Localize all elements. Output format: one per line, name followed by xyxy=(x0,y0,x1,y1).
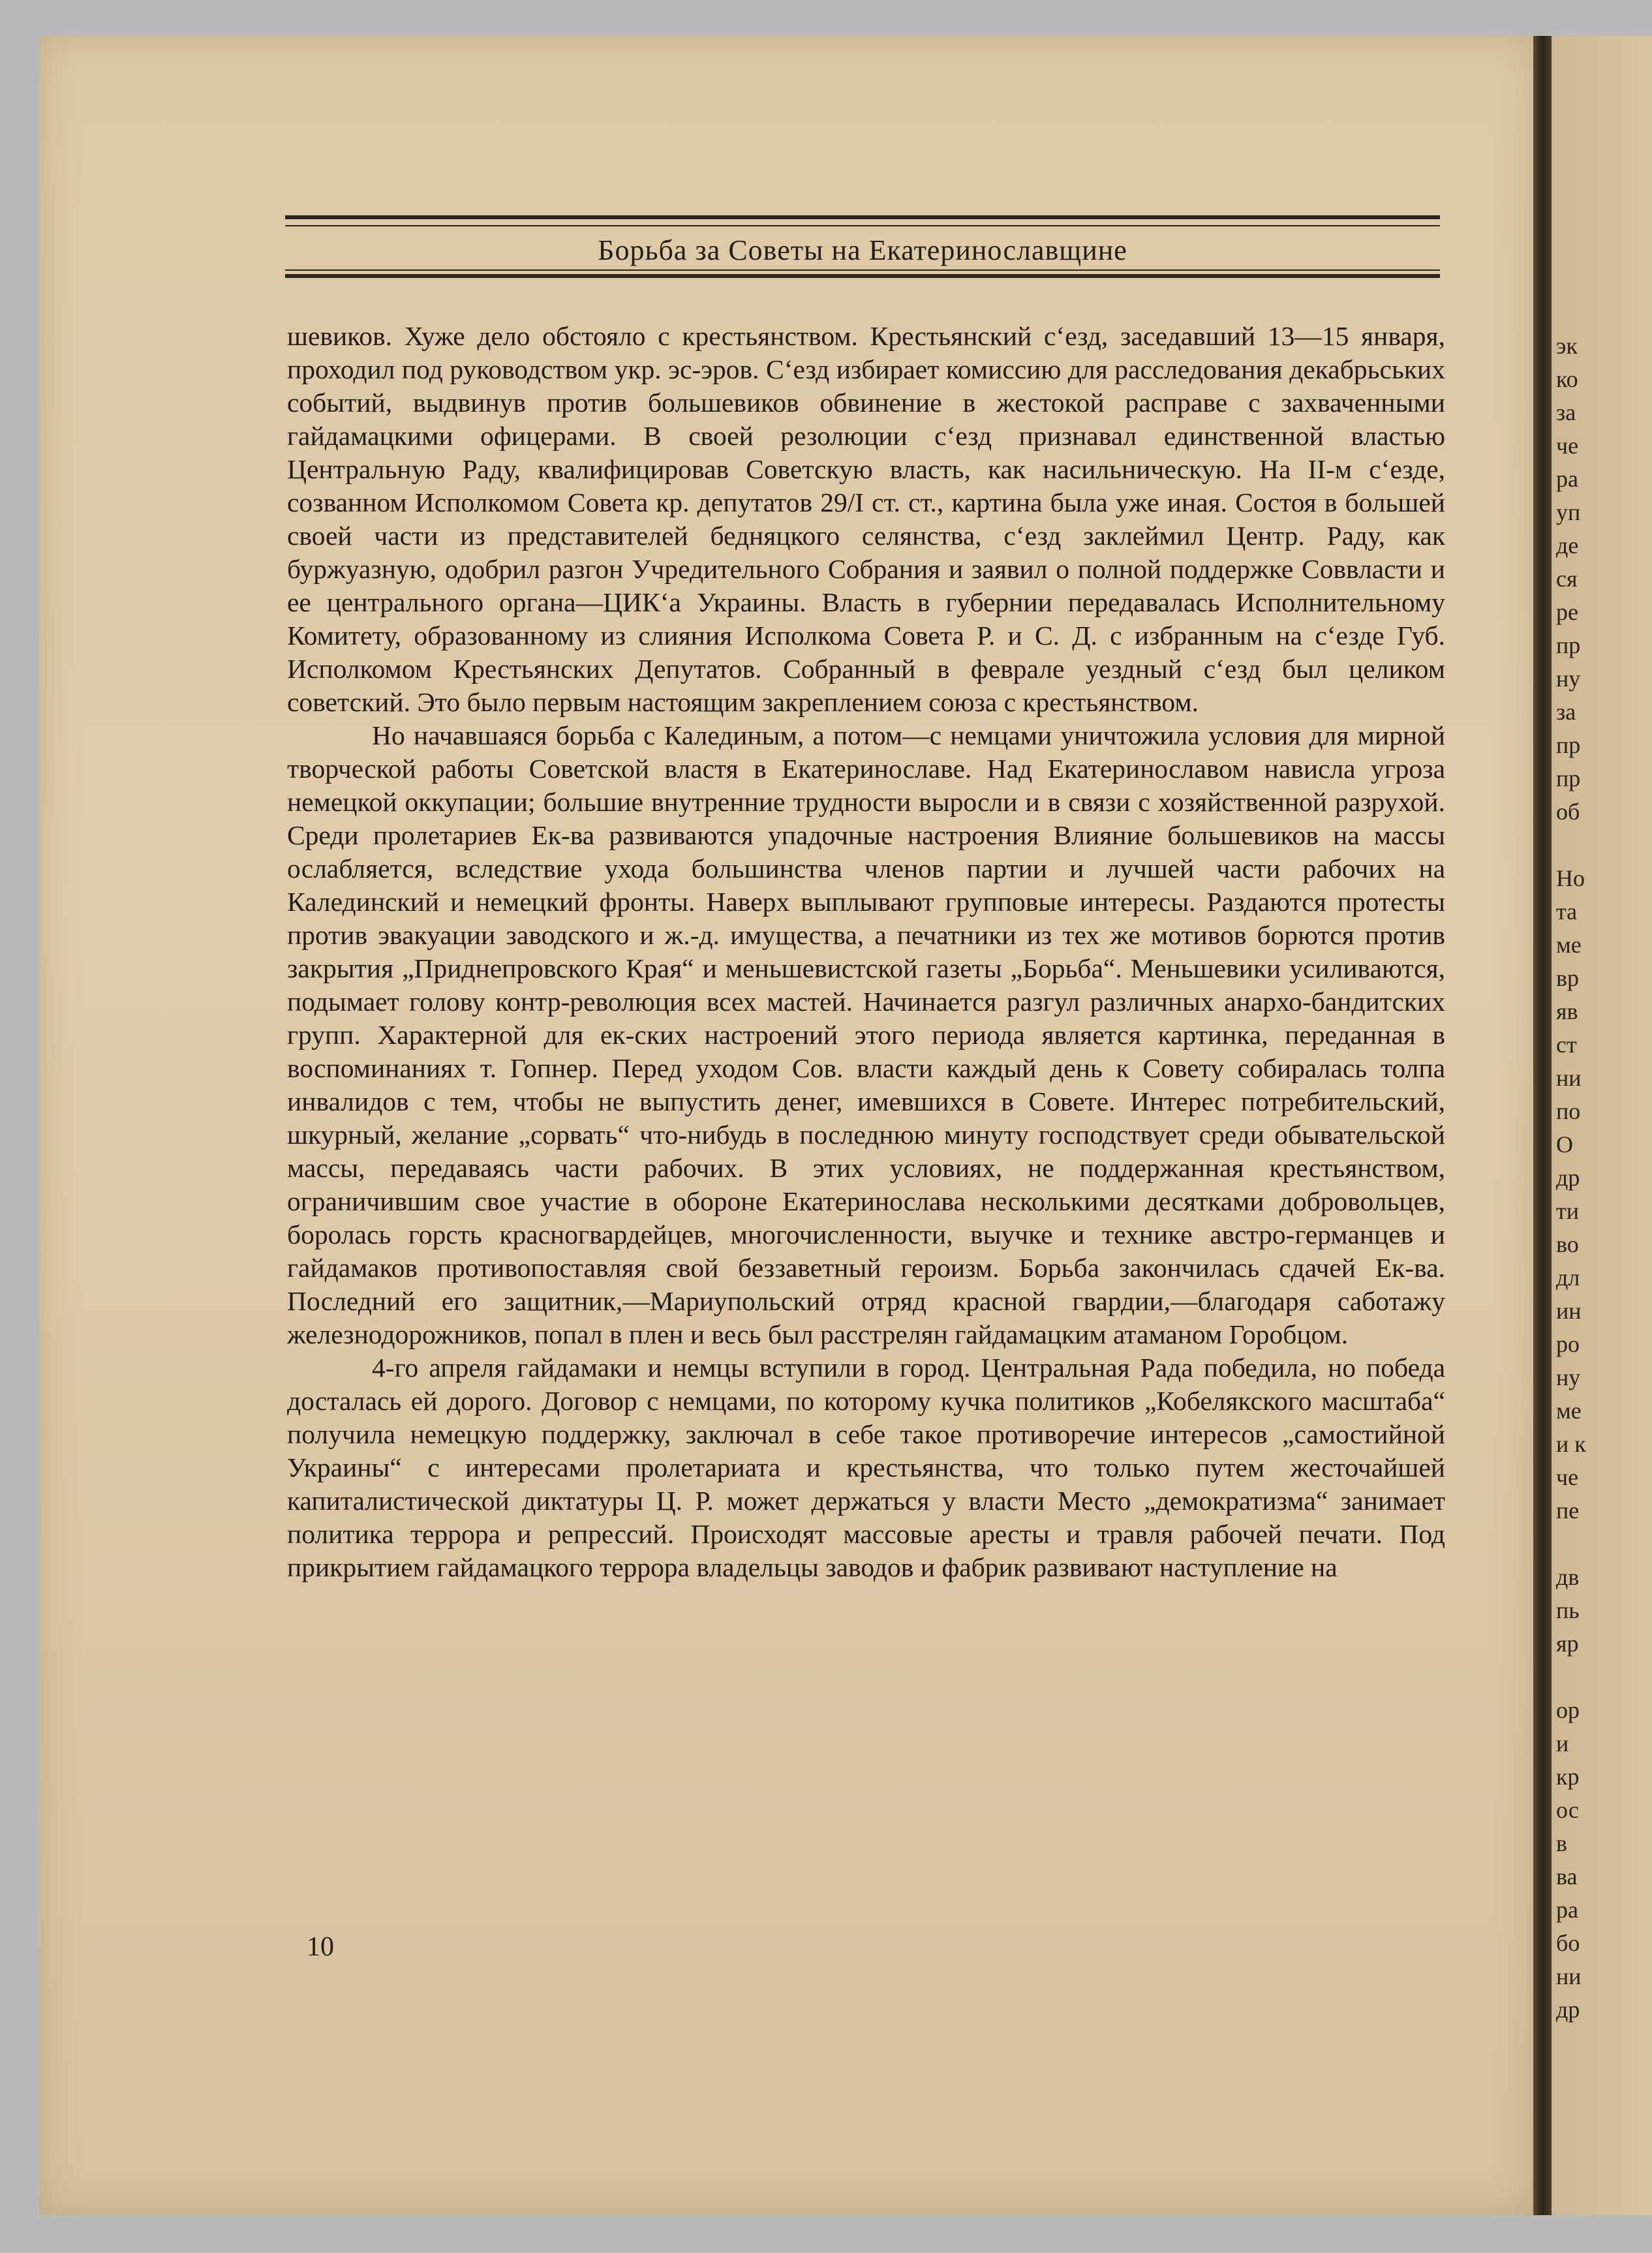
paragraph-3: 4-го апреля гайдамаки и немцы вступили в город. Центральная Рада победила, но победа досталась ей дорого. Договор с немцами, по которому кучка политиков „Кобелякского масштаба“ получила немецкую поддержку, заключал в себе такое противоречие интересов „самостийной Украины“ с интересами пролетариата и крестьянства, что только путем жесточайшей капиталистической диктатуры Ц. Р. может держаться у власти Место „демократизма“ занимает политика террора и репрессий. Происходят массовые аресты и травля рабочей печати. Под прикрытием гайдамацкого террора владельцы заводов и фабрик развивают наступление на xyxy=(287,1353,1445,1582)
facing-page-fragment: пь xyxy=(1556,1597,1580,1623)
page-number: 10 xyxy=(307,1932,334,1962)
facing-page-fragment xyxy=(1556,829,1647,862)
facing-page-fragment: и к xyxy=(1556,1431,1586,1457)
facing-page-fragment: об xyxy=(1556,799,1580,825)
facing-page-fragment: Но xyxy=(1556,865,1585,891)
facing-page-text-fragments xyxy=(1556,330,1647,2027)
facing-page-fragment: ни xyxy=(1556,1963,1582,1989)
facing-page-fragment: ра xyxy=(1556,466,1578,492)
facing-page-fragment: ме xyxy=(1556,932,1582,958)
facing-page-fragment: яв xyxy=(1556,998,1578,1024)
header-rule-bottom-thick xyxy=(285,274,1440,278)
facing-page-fragment: ва xyxy=(1556,1863,1578,1890)
facing-page-fragment: пе xyxy=(1556,1497,1580,1524)
facing-page-fragment: вр xyxy=(1556,965,1579,991)
facing-page-fragment: пр xyxy=(1556,765,1581,791)
facing-page-fragment: ти xyxy=(1556,1198,1579,1224)
facing-page-fragment: ни xyxy=(1556,1065,1582,1091)
facing-page-fragment: эк xyxy=(1556,333,1578,359)
header-rule-bottom-thin xyxy=(285,269,1440,271)
facing-page-fragment: дв xyxy=(1556,1564,1580,1590)
facing-page-fragment: во xyxy=(1556,1231,1579,1257)
facing-page-fragment: ин xyxy=(1556,1298,1582,1324)
facing-page-fragment: по xyxy=(1556,1098,1581,1124)
facing-page-fragment: в xyxy=(1556,1830,1567,1856)
facing-page-fragment: че xyxy=(1556,1464,1579,1490)
facing-page-fragment: ну xyxy=(1556,1364,1581,1390)
facing-page-fragment: бо xyxy=(1556,1930,1580,1956)
facing-page-fragment: ра xyxy=(1556,1897,1578,1923)
facing-page-fragment: ко xyxy=(1556,366,1578,392)
header-rule-top-thin xyxy=(285,225,1440,226)
facing-page-fragment: ор xyxy=(1556,1697,1580,1723)
facing-page-fragment xyxy=(1556,1527,1647,1561)
facing-page-fragment: ст xyxy=(1556,1032,1577,1058)
header-rule-top-thick xyxy=(285,215,1440,219)
facing-page-fragment: ро xyxy=(1556,1331,1580,1357)
facing-page-fragment: дл xyxy=(1556,1264,1580,1291)
running-head: Борьба за Советы на Екатеринославщине xyxy=(598,234,1127,266)
facing-page-fragment: ся xyxy=(1556,566,1578,592)
facing-page-fragment: уп xyxy=(1556,499,1581,525)
facing-page-fragment: и xyxy=(1556,1730,1569,1756)
facing-page-fragment: пр xyxy=(1556,732,1581,758)
facing-page-fragment: О xyxy=(1556,1131,1573,1157)
facing-page-fragment: яр xyxy=(1556,1631,1579,1657)
facing-page-fragment: за xyxy=(1556,699,1576,725)
facing-page-fragment: ос xyxy=(1556,1797,1579,1823)
facing-page-fragment: кр xyxy=(1556,1764,1580,1790)
facing-page-fragment: та xyxy=(1556,898,1578,925)
body-text xyxy=(287,320,1445,1584)
paragraph-2: Но начавшаяся борьба с Калединым, а потом—с немцами уничтожила условия для мирной творческой работы Советской властя в Екатеринославе. Над Екатеринославом нависла угроза немецкой оккупации; большие внутренние трудности выросли и в связи с хозяйственной разрухой. Среди пролетариев Ек-ва развиваются упадочные настроения Влияние большевиков на массы ослабляется, вследствие ухода большинства членов партии и лучшей части рабочих на Калединский и немецкий фронты. Наверх выплывают групповые интересы. Раздаются протесты против эвакуации заводского и ж.-д. имущества, а печатники из тех же мотивов борются против закрытия „Приднепровского Края“ и меньшевистской газеты „Борьба“. Меньшевики усиливаются, подымает голову контр-революция всех мастей. Начинается разгул различных анархо-бандитских групп. Характерной для ек-ских настроений этого периода является картинка, переданная в воспоминаниях т. Гопнер. Перед уходом Сов. власти каждый день к Совету собиралась толпа инвалидов с тем, чтобы не выпустить денег, имевшихся в Совете. Интерес потребительский, шкурный, желание „сорвать“ что-нибудь в последнюю минуту господствует среди обывательской массы, передаваясь части рабочих. В этих условиях, не поддержанная крестьянством, ограничившим свое участие в обороне Екатеринослава несколькими десятками добровольцев, боролась горсть красногвардейцев, многочисленности, выучке и технике австро-германцев и гайдамаков противопоставляя свой беззаветный героизм. Борьба закончилась сдачей Ек-ва. Последний его защитник,—Мариупольский отряд красной гвардии,—благодаря саботажу железнодорожников, попал в плен и весь был расстрелян гайдамацким атаманом Горобцом. xyxy=(287,720,1445,1349)
facing-page-fragment: др xyxy=(1556,1165,1580,1191)
facing-page-fragment: за xyxy=(1556,399,1576,425)
facing-page-fragment: че xyxy=(1556,433,1579,459)
facing-page-fragment: ну xyxy=(1556,666,1581,692)
facing-page-fragment: ре xyxy=(1556,599,1578,625)
facing-page-fragment: де xyxy=(1556,532,1579,559)
facing-page-fragment: пр xyxy=(1556,632,1581,658)
facing-page-fragment: др xyxy=(1556,1997,1580,2023)
paragraph-1: шевиков. Хуже дело обстояло с крестьянством. Крестьянский с‘езд, заседавший 13—15 января, проходил под руководством укр. эс-эров. С‘езд избирает комиссию для расследования декабрьських событий, выдвинув против большевиков обвинение в жестокой расправе с захваченными гайдамацкими офицерами. В своей резолюции с‘езд признавал единственной властью Центральную Раду, квалифицировав Советскую власть, как насильническую. На II-м с‘езде, созванном Исполкомом Совета кр. депутатов 29/I ст. ст., картина была уже иная. Состоя в большей своей части из представителей бедняцкого селянства, с‘езд заклеймил Центр. Раду, как буржуазную, одобрил разгон Учредительного Собрания и заявил о полной поддержке Соввласти и ее центрального органа—ЦИК‘а Украины. Власть в губернии передавалась Исполнительному Комитету, образованному из слияния Исполкома Совета Р. и С. Д. с избранным на с‘езде Губ. Исполкомом Крестьянских Депутатов. Собранный в феврале уездный с‘езд был целиком советский. Это было первым настоящим закреплением союза с крестьянством. xyxy=(287,321,1445,717)
book-spine xyxy=(1533,36,1552,2215)
facing-page-fragment: ме xyxy=(1556,1398,1582,1424)
facing-page-fragment xyxy=(1556,1661,1647,1694)
